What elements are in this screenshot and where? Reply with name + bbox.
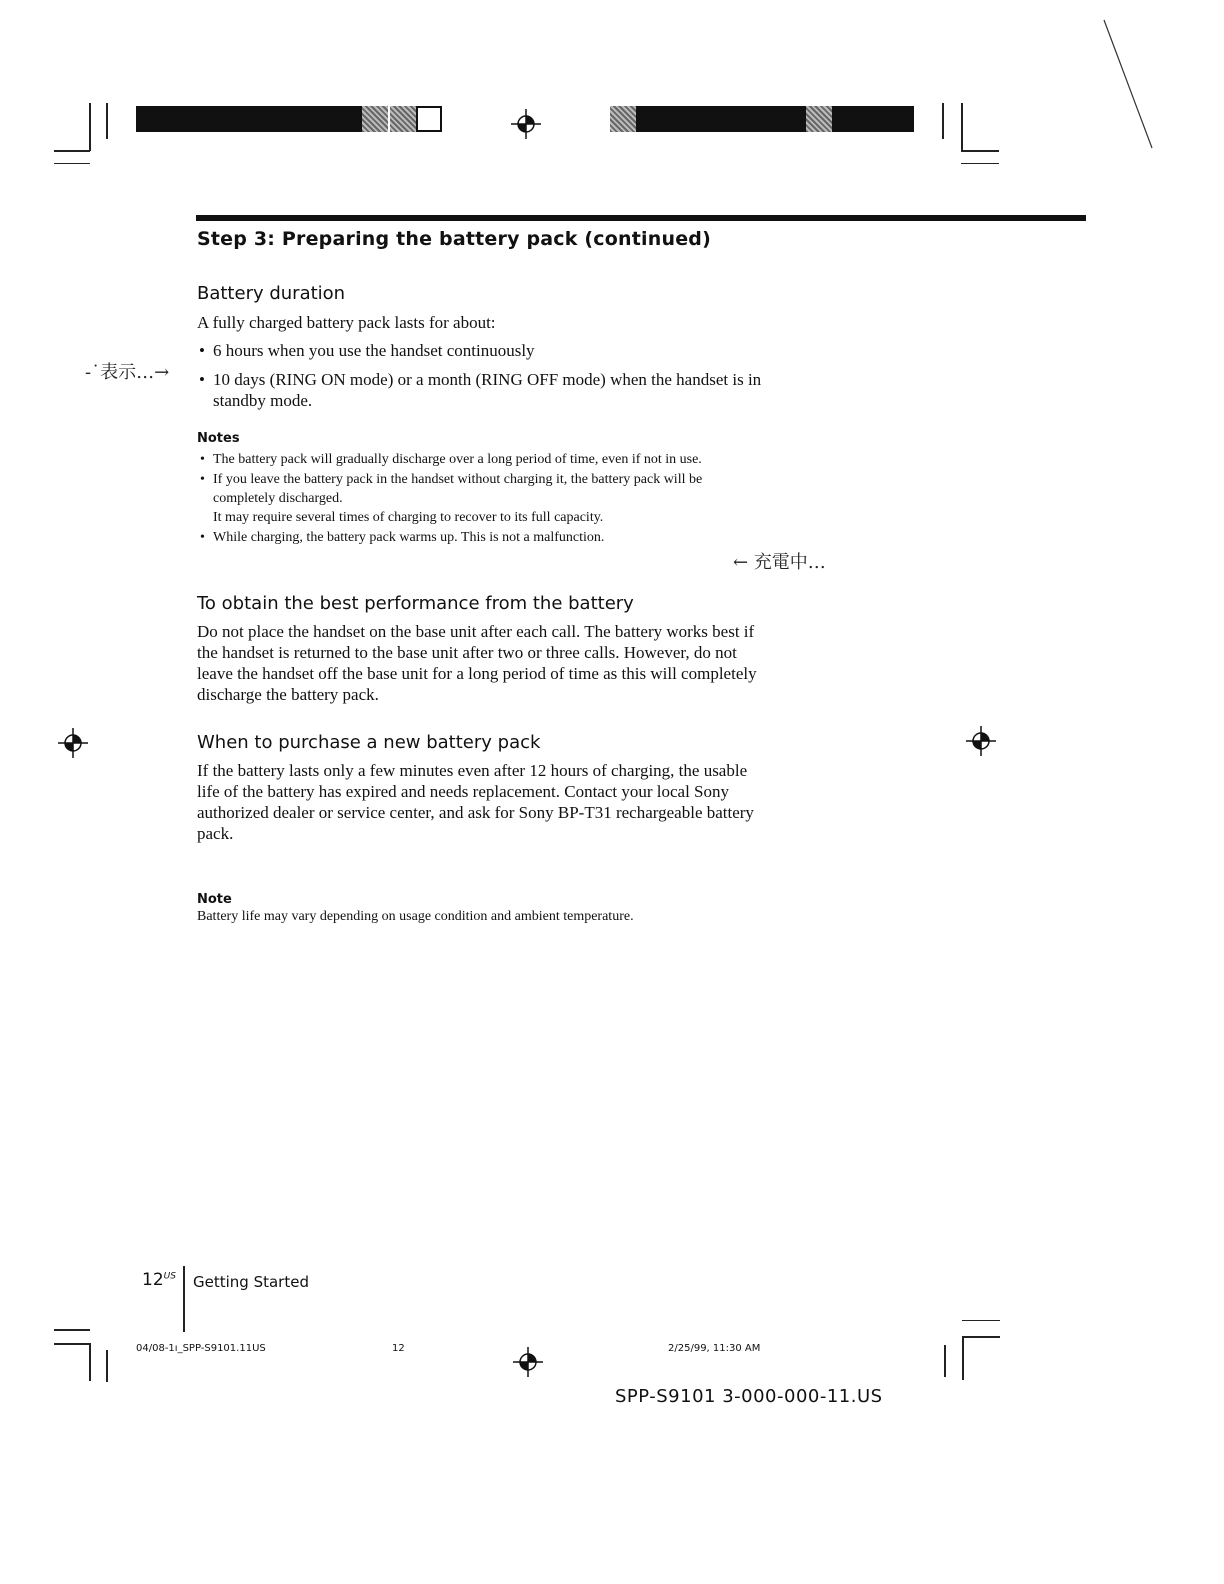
scan-streak (1100, 18, 1160, 158)
crop-mark (89, 1343, 91, 1381)
registration-bar-left (136, 106, 362, 132)
slug-page: 12 (392, 1343, 405, 1354)
crop-mark (962, 1320, 1000, 1321)
handwritten-annotation-left: -˙表示…→ (85, 362, 170, 383)
note-text: If you leave the battery pack in the handset without charging it, the battery pack will be completely discharged. (213, 472, 703, 506)
crop-mark (961, 150, 999, 152)
registration-crosshair-icon (511, 109, 541, 139)
part-number: SPP-S9101 3-000-000-11.US (615, 1386, 883, 1407)
crop-mark (942, 103, 944, 139)
handwritten-annotation-right: ← 充電中… (733, 552, 826, 573)
list-item: • The battery pack will gradually discharge over a long period of time, even if not in use. (197, 450, 767, 469)
crop-mark (54, 1329, 90, 1331)
header-rule (196, 215, 1086, 221)
list-item: • 6 hours when you use the handset continuously (197, 340, 777, 361)
best-performance-heading: To obtain the best performance from the battery (197, 593, 634, 614)
notes-list (197, 450, 767, 548)
page-number (142, 1270, 176, 1290)
notes-heading: Notes (197, 431, 240, 446)
crop-mark (962, 1336, 1000, 1338)
best-performance-body: Do not place the handset on the base unit after each call. The battery works best if the handset is returned to the base unit after two or three calls. However, do not leave the handset off the base unit for a long period of time as this will completely discharge the battery pack. (197, 622, 757, 704)
registration-bar-right (636, 106, 806, 132)
crop-mark (106, 1350, 108, 1382)
crop-mark (944, 1345, 946, 1377)
registration-bar-right (832, 106, 914, 132)
section-name: Getting Started (193, 1273, 309, 1291)
note-body: Battery life may vary depending on usage condition and ambient temperature. (197, 909, 634, 924)
slug-filename: 04/08-1ı_SPP-S9101.11US (136, 1343, 266, 1354)
list-item: • 10 days (RING ON mode) or a month (RING OFF mode) when the handset is in standby mode. (197, 369, 777, 411)
battery-duration-intro: A fully charged battery pack lasts for about: (197, 313, 496, 332)
registration-tile (390, 106, 416, 132)
list-item (197, 470, 767, 527)
footer-divider (183, 1266, 185, 1332)
list-item: • While charging, the battery pack warms up. This is not a malfunction. (197, 528, 767, 547)
new-pack-heading: When to purchase a new battery pack (197, 732, 541, 753)
registration-tile (806, 106, 832, 132)
page-number-value: 12 (142, 1270, 164, 1290)
registration-crosshair-icon (513, 1347, 543, 1377)
crop-mark (106, 103, 108, 139)
registration-tile (610, 106, 636, 132)
crop-mark (961, 103, 963, 151)
new-pack-body: If the battery lasts only a few minutes even after 12 hours of charging, the usable life of the battery has expired and needs replacement. Contact your local Sony authorized dealer or service center, and ask for Sony BP-T31 rechargeable battery pack. (197, 761, 754, 843)
registration-tile (362, 106, 388, 132)
page-number-suffix: US (163, 1271, 176, 1282)
crop-mark (961, 163, 999, 164)
crop-mark (54, 150, 90, 152)
page-title: Step 3: Preparing the battery pack (continued) (197, 228, 711, 250)
registration-crosshair-icon (966, 726, 996, 756)
crop-mark (89, 103, 91, 151)
crop-mark (962, 1336, 964, 1380)
note-heading: Note (197, 892, 232, 907)
crop-mark (54, 1343, 90, 1345)
registration-box (416, 106, 442, 132)
battery-duration-list (197, 340, 777, 419)
slug-date: 2/25/99, 11:30 AM (668, 1343, 761, 1354)
registration-crosshair-icon (58, 728, 88, 758)
battery-duration-heading: Battery duration (197, 283, 346, 304)
crop-mark (54, 163, 90, 164)
note-sub-line: It may require several times of charging to recover to its full capacity. (213, 510, 604, 525)
